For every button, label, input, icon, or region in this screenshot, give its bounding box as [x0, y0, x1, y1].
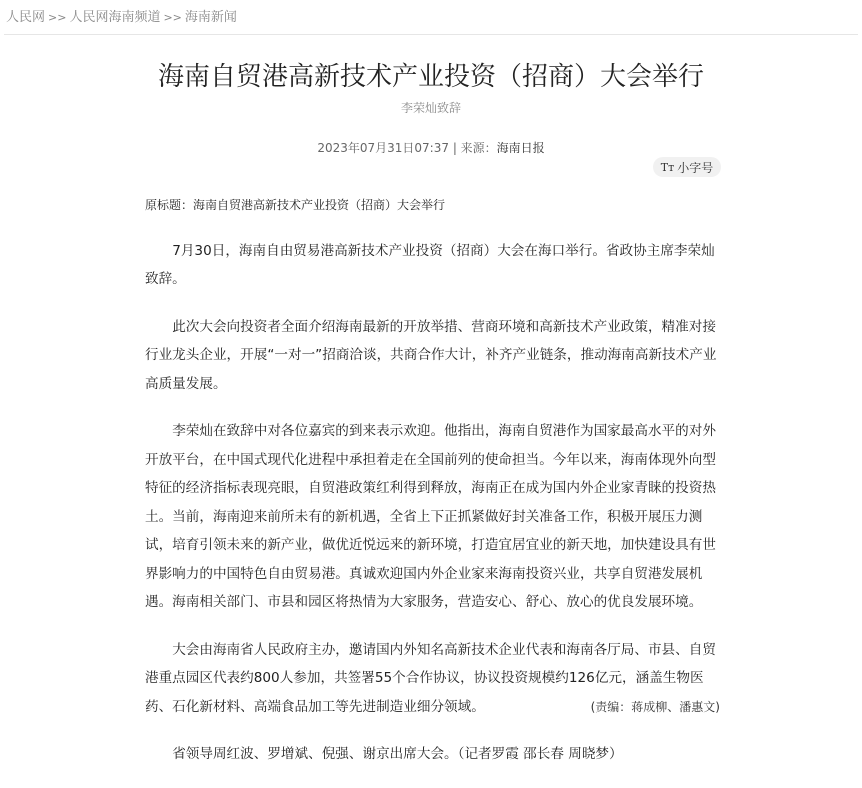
paragraph: 此次大会向投资者全面介绍海南最新的开放举措、营商环境和高新技术产业政策，精准对接行业龙头企业，开展“一对一”招商洽谈，共商合作大计，补齐产业链条，推动海南高新技术产业高质量发展。: [145, 318, 717, 392]
paragraph: 李荣灿在致辞中对各位嘉宾的到来表示欢迎。他指出，海南自贸港作为国家最高水平的对外开放平台，在中国式现代化进程中承担着走在全国前列的使命担当。今年以来，海南体现外向型特征的经济指标表现亮眼，自贸港政策红利得到释放，海南正在成为国内外企业家青睐的投资热土。当前，海南迎来前所未有的新机遇，全省上下正抓紧做好封关准备工作，积极开展压力测试，培育引领未来的新产业，做优近悦远来的新环境，打造宜居宜业的新天地，加快建设具有世界影响力的中国特色自由贸易港。真诚欢迎国内外企业家来海南投资兴业，共享自贸港发展机遇。海南相关部门、市县和园区将热情为大家服务，营造安心、舒心、放心的优良发展环境。: [145, 423, 716, 610]
breadcrumb: [6, 6, 237, 25]
paragraph: 省领导周红波、罗增斌、倪强、谢京出席大会。（记者罗霞 邵长春 周晓梦）: [172, 746, 623, 762]
page-title: 海南自贸港高新技术产业投资（招商）大会举行: [157, 62, 704, 92]
source-link[interactable]: 海南日报: [496, 141, 545, 155]
breadcrumb-link-hainan-channel[interactable]: 人民网海南频道: [69, 10, 161, 25]
breadcrumb-link-hainan-news[interactable]: 海南新闻: [184, 10, 237, 25]
paragraph: 大会由海南省人民政府主办，邀请国内外知名高新技术企业代表和海南各厅局、市县、自贸港重点园区代表约800人参加，共签署55个合作协议，协议投资规模约126亿元，涵盖生物医药、石化新材料、高端食品加工等先进制造业细分领域。: [145, 641, 716, 715]
article-meta: [0, 139, 862, 156]
source-label: | 来源：: [452, 141, 497, 155]
divider: [4, 34, 858, 35]
original-title: 原标题：海南自贸港高新技术产业投资（招商）大会举行: [145, 198, 446, 212]
breadcrumb-link-people[interactable]: 人民网: [6, 10, 46, 25]
publish-datetime: 2023年07月31日07:37: [317, 141, 449, 155]
font-size-label: 小字号: [677, 160, 714, 175]
editor-credit: (责编：蒋成柳、潘惠文): [590, 700, 720, 714]
font-size-button[interactable]: [653, 157, 721, 177]
breadcrumb-separator: >>: [48, 11, 67, 24]
text-size-icon: Tт: [660, 160, 675, 174]
breadcrumb-separator: >>: [163, 11, 182, 24]
subtitle: 李荣灿致辞: [400, 101, 461, 115]
paragraph: 7月30日，海南自由贸易港高新技术产业投资（招商）大会在海口举行。省政协主席李荣灿致辞。: [145, 242, 715, 287]
